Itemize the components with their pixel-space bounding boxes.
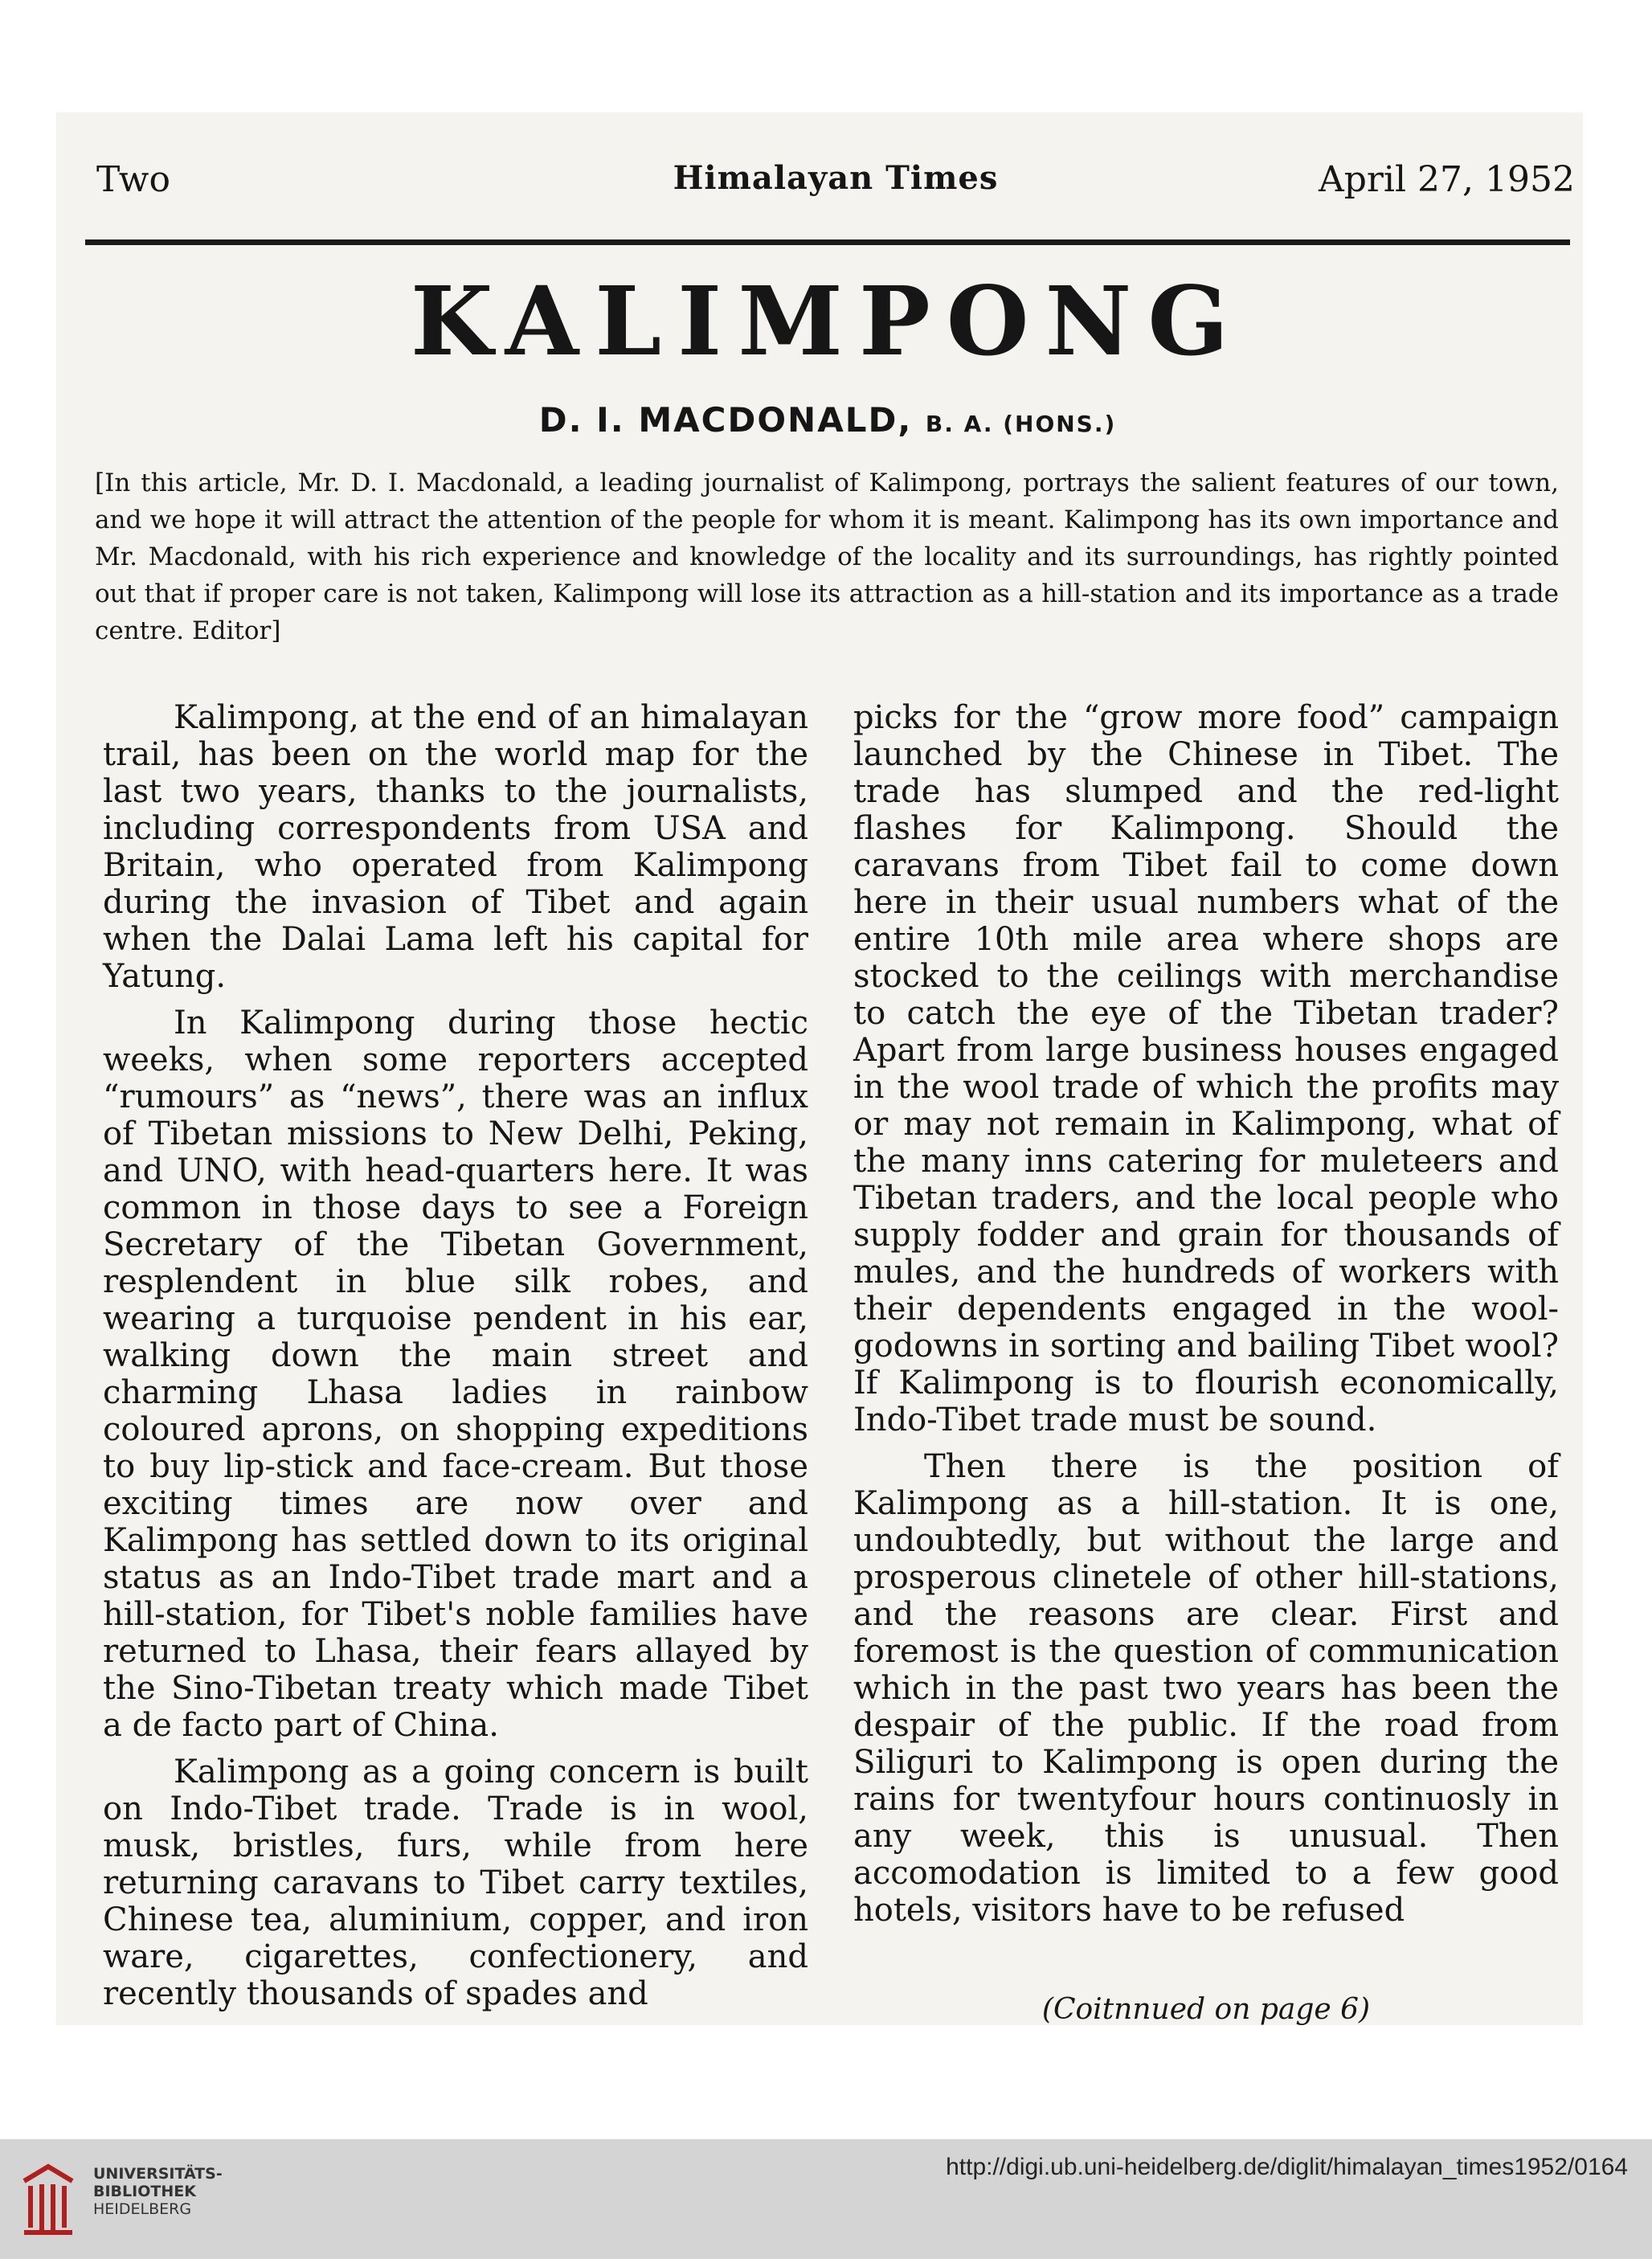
source-url-link[interactable]: http://digi.ub.uni-heidelberg.de/diglit/himalayan_times1952/0164: [946, 2154, 1628, 2180]
library-logo-icon[interactable]: [16, 2157, 80, 2237]
paragraph: picks for the “grow more food” campaign launched by the Chinese in Tibet. The trade has slumped and the red-light flashes for Kalimpong. Should the caravans from Tibet fail to come down here in their usual numbers what of the entire 10th mile area where shops are stocked to the ceilings with merchandise to catch the eye of the Tibetan trader? Apart from large business houses engaged in the wool trade of which the profits may or may not remain in Kalimpong, what of the many inns catering for muleteers and Tibetan traders, and the local people who supply fodder and grain for thousands of mules, and the hundreds of workers with their dependents engaged in the wool-godowns in sorting and bailing Tibet wool? If Kalimpong is to flourish economically, Indo-Tibet trade must be sound.: [853, 699, 1559, 1438]
article-column-left: [103, 699, 808, 2012]
paragraph: In Kalimpong during those hectic weeks, when some reporters accepted “rumours” as “news”, there was an influx of Tibetan missions to New Delhi, Peking, and UNO, with head-quarters here. It was common in those days to see a Foreign Secretary of the Tibetan Government, resplendent in blue silk robes, and wearing a turquoise pendent in his ear, walking down the main street and charming Lhasa ladies in rainbow coloured aprons, on shopping expeditions to buy lip-stick and face-cream. But those exciting times are now over and Kalimpong has settled down to its original status as an Indo-Tibet trade mart and a hill-station, for Tibet's noble families have returned to Lhasa, their fears allayed by the Sino-Tibetan treaty which made Tibet a de facto part of China.: [103, 1005, 808, 1744]
paragraph: Then there is the position of Kalimpong as a hill-station. It is one, undoubtedly, but without the large and prosperous clinetele of other hill-stations, and the reasons are clear. First and foremost is the question of communication which in the past two years has been the despair of the public. If the road from Siliguri to Kalimpong is open during the rains for twentyfour hours continuosly in any week, this is unusual. Then accomodation is limited to a few good hotels, visitors have to be refused: [853, 1448, 1559, 1929]
paragraph: Kalimpong as a going concern is built on Indo-Tibet trade. Trade is in wool, musk, bristles, furs, while from here returning caravans to Tibet carry textiles, Chinese tea, aluminium, copper, and iron ware, cigarettes, confectionery, and recently thousands of spades and: [103, 1754, 808, 2012]
issue-date: April 27, 1952: [1318, 159, 1575, 200]
page-number: Two: [96, 159, 170, 200]
page-header: [96, 159, 1575, 207]
byline-degree: B. A. (HONS.): [925, 411, 1117, 437]
newspaper-masthead: Himalayan Times: [673, 159, 999, 197]
editor-note: [In this article, Mr. D. I. Macdonald, a leading journalist of Kalimpong, portrays the salient features of our town, and we hope it will attract the attention of the people for whom it is meant. Kalimpong has its own importance and Mr. Macdonald, with his rich experience and knowledge of the locality and its surroundings, has rightly pointed out that if proper care is not taken, Kalimpong will lose its attraction as a hill-station and its importance as a trade centre. Editor]: [95, 469, 1559, 645]
article-column-right: [853, 699, 1559, 1929]
continued-note: (Coitnnued on page 6): [1041, 1993, 1371, 2026]
article-byline: [80, 400, 1575, 440]
viewer-footer: [0, 2139, 1652, 2259]
byline-name: D. I. MACDONALD,: [538, 400, 913, 440]
library-name: UNIVERSITÄTS- BIBLIOTHEK HEIDELBERG: [93, 2165, 223, 2218]
header-rule: [85, 239, 1570, 245]
paragraph: Kalimpong, at the end of an himalayan trail, has been on the world map for the last two years, thanks to the journalists, including correspondents from USA and Britain, who operated from Kalimpong during the invasion of Tibet and again when the Dalai Lama left his capital for Yatung.: [103, 699, 808, 995]
article-headline: KALIMPONG: [410, 265, 1245, 377]
